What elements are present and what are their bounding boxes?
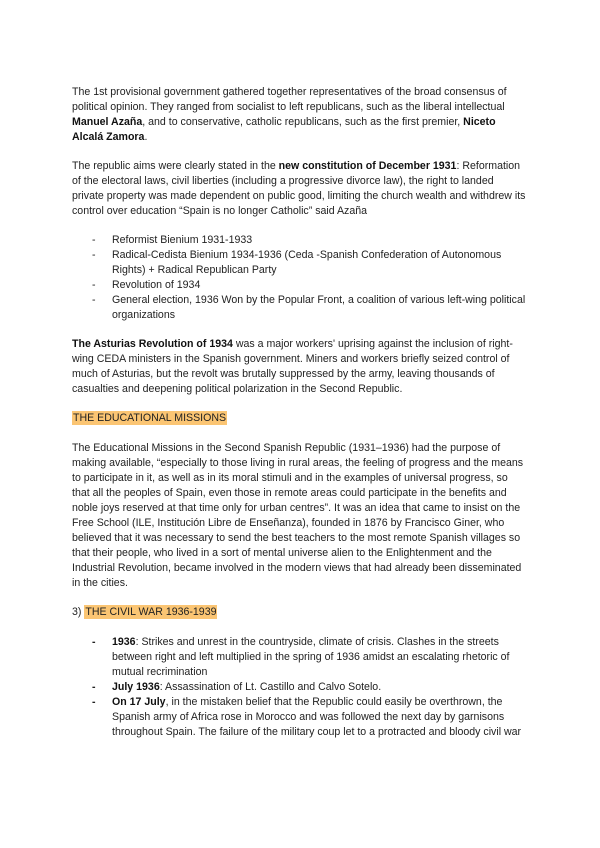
text: . [144,131,148,143]
text: was a major workers' uprising against the inclusion of right-wing CEDA ministers in the Spanish government. Miners and workers briefly seized control of much of Asturias, but the revolt was brutally suppressed by the army, leaving thousands of casualties and deepening political polarization in the Second Republic. [72,338,513,395]
dash-bullet: - [92,681,96,693]
text: The 1st provisional government gathered together representatives of the broad consensus of political opinion. They ranged from socialist to left republicans, such as the liberal intellectual [72,86,507,113]
list-item-text: Radical-Cedista Bienium 1934-1936 (Ceda -Spanish Confederation of Autonomous Rights) + Radical Republican Party [112,249,502,276]
bold-name: Manuel Azaña [72,116,143,128]
republic-periods-list [72,233,528,323]
list-item-text: : Assassination of Lt. Castillo and Calvo Sotelo. [159,681,382,693]
list-item-text: : Strikes and unrest in the countryside, climate of crisis. Clashes in the streets between right and left multiplied in the spring of 1936 amidst an escalating rhetoric of mutual recrimination [112,636,510,678]
paragraph-asturias-revolution [72,337,528,397]
text: The republic aims were clearly stated in the [72,160,279,172]
dash-bullet: - [92,234,96,246]
text: , and to conservative, catholic republicans, such as the first premier, [142,116,464,128]
list-item-text: General election, 1936 Won by the Popular Front, a coalition of various left-wing political organizations [112,294,526,321]
list-item [92,695,528,740]
dash-bullet: - [92,696,96,708]
list-item-text: Revolution of 1934 [112,279,201,291]
list-item-text: , in the mistaken belief that the Republic could easily be overthrown, the Spanish army of Africa rose in Morocco and was followed the next day by garnisons throughout Spain. The failure of the military coup let to a protracted and bloody civil war [112,696,522,738]
heading-educational-missions [72,411,528,426]
bold-name: Niceto Alcalá Zamora [72,116,496,143]
paragraph-republic-aims [72,159,528,219]
list-item [92,248,528,278]
section-number: 3) [72,606,85,618]
list-item [92,635,528,680]
highlighted-heading: THE EDUCATIONAL MISSIONS [73,412,227,424]
highlighted-heading: THE CIVIL WAR 1936-1939 [85,606,217,618]
bold-phrase: new constitution of December 1931 [278,160,457,172]
dash-bullet: - [92,636,96,648]
bold-date: July 1936 [112,681,160,693]
list-item [92,293,528,323]
bold-phrase: The Asturias Revolution of 1934 [72,338,233,350]
dash-bullet: - [92,279,96,291]
list-item [92,680,528,695]
bold-date: On 17 July [112,696,166,708]
list-item [92,278,528,293]
text: : Reformation of the electoral laws, civil liberties (including a progressive divorce law), the right to landed private property was made dependent on public good, limiting the church wealth and withdrew its control over education “Spain is no longer Catholic” said Azaña [72,160,526,217]
heading-civil-war [72,605,528,620]
civil-war-list [72,635,528,740]
list-item [92,233,528,248]
list-item-text: Reformist Bienium 1931-1933 [112,234,253,246]
paragraph-provisional-government [72,85,528,145]
paragraph-educational-missions: The Educational Missions in the Second Spanish Republic (1931–1936) had the purpose of making available, “especially to those living in rural areas, the feeling of progress and the means to participate in it, as well as in its moral stimuli and in the examples of universal progress, so that all the peoples of Spain, even those in remote areas could participate in the benefits and noble joys reserved at that time only for urban centres”. It was an idea that came to insist on the Free School (ILE, Institución Libre de Enseñanza), founded in 1876 by Francisco Giner, who believed that it was necessary to send the best teachers to the most remote Spanish villages so that their people, who lived in a sort of mental universe alien to the Enlightenment and the Industrial Revolution, became involved in the modern views that had already been disseminated in the cities. [72,442,524,589]
bold-date: 1936 [112,636,136,648]
dash-bullet: - [92,249,96,261]
dash-bullet: - [92,294,96,306]
